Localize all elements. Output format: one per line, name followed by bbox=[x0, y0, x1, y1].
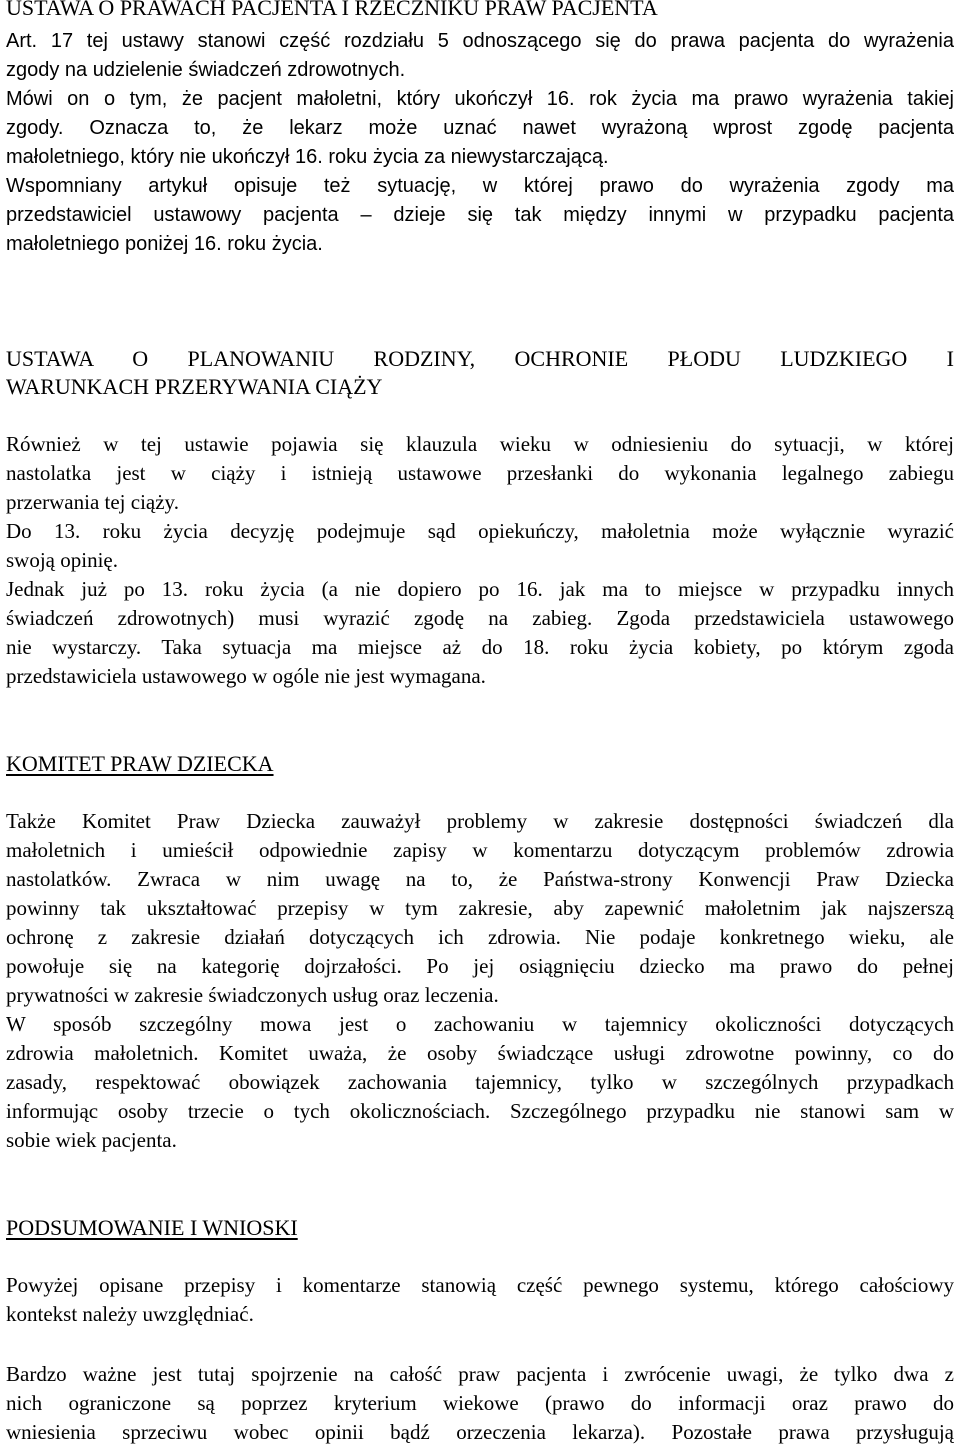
text-line: Bardzo ważne jest tutaj spojrzenie na całość praw pacjenta i zwrócenie uwagi, że tylko dwa z bbox=[6, 1362, 954, 1386]
text-line: zgody na udzielenie świadczeń zdrowotnych. bbox=[6, 59, 406, 81]
text-line: nich ograniczone są poprzez kryterium wiekowe (prawo do informacji oraz prawo do bbox=[6, 1391, 954, 1415]
text-line: małoletnich i umieścił odpowiednie zapisy w komentarzu dotyczącym problemów zdrowia bbox=[6, 838, 954, 862]
text-line: nastolatków. Zwraca w nim uwagę na to, że Państwa-strony Konwencji Praw Dziecka bbox=[6, 867, 954, 891]
text-line: prywatności w zakresie świadczonych usług oraz leczenia. bbox=[6, 983, 499, 1007]
text-line: Także Komitet Praw Dziecka zauważył problemy w zakresie dostępności świadczeń dla bbox=[6, 809, 954, 833]
text-line: świadczeń zdrowotnych) musi wyrazić zgodę na zabieg. Zgoda przedstawiciela ustawowego bbox=[6, 606, 954, 630]
text-line: W sposób szczególny mowa jest o zachowaniu w tajemnicy okoliczności dotyczących bbox=[6, 1012, 954, 1036]
heading-line: WARUNKACH PRZERYWANIA CIĄŻY bbox=[6, 374, 383, 399]
text-line: Do 13. roku życia decyzję podejmuje sąd opiekuńczy, małoletnia może wyłącznie wyrazić bbox=[6, 519, 954, 543]
text-line: przerwania tej ciąży. bbox=[6, 490, 179, 514]
text-line: Art. 17 tej ustawy stanowi część rozdziału 5 odnoszącego się do prawa pacjenta do wyrażenia bbox=[6, 30, 954, 52]
paragraph-komitet bbox=[6, 807, 954, 1155]
heading-ustawa-o-planowaniu-rodziny bbox=[6, 345, 954, 401]
heading-komitet-praw-dziecka: KOMITET PRAW DZIECKA bbox=[6, 751, 274, 776]
heading-ustawa-o-prawach-pacjenta: USTAWA O PRAWACH PACJENTA I RZECZNIKU PRAW PACJENTA bbox=[6, 0, 658, 20]
text-line: zdrowia małoletnich. Komitet uważa, że osoby świadczące usługi zdrowotne powinny, co do bbox=[6, 1041, 954, 1065]
text-line: powołuje się na kategorię dojrzałości. Po jej osiągnięciu dziecko ma prawo do pełnej bbox=[6, 954, 954, 978]
paragraph-art-17 bbox=[6, 27, 954, 259]
text-line: ochronę z zakresie działań dotyczących ich zdrowia. Nie podaje konkretnego wieku, ale bbox=[6, 925, 954, 949]
text-line: powinny tak ukształtować przepisy w tym zakresie, aby zapewnić małoletnim jak najszerszą bbox=[6, 896, 954, 920]
paragraph-bardzo-wazne bbox=[6, 1360, 954, 1447]
text-line: małoletniego poniżej 16. roku życia. bbox=[6, 233, 323, 255]
text-line: zgody. Oznacza to, że lekarz może uznać nawet wyrażoną wprost zgodę pacjenta bbox=[6, 117, 954, 139]
text-line: Powyżej opisane przepisy i komentarze stanowią część pewnego systemu, którego całościowy bbox=[6, 1273, 954, 1297]
text-line: nastolatka jest w ciąży i istnieją ustawowe przesłanki do wykonania legalnego zabiegu bbox=[6, 461, 954, 485]
text-line: informując osoby trzecie o tych okolicznościach. Szczególnego przypadku nie stanowi sam w bbox=[6, 1099, 954, 1123]
heading-line: USTAWA O PLANOWANIU RODZINY, OCHRONIE PŁODU LUDZKIEGO I bbox=[6, 346, 954, 371]
paragraph-klauzula-wieku bbox=[6, 430, 954, 691]
text-line: swoją opinię. bbox=[6, 548, 118, 572]
text-line: przedstawiciel ustawowy pacjenta – dzieje się tak między innymi w przypadku pacjenta bbox=[6, 204, 954, 226]
text-line: nie wystarczy. Taka sytuacja ma miejsce aż do 18. roku życia kobiety, po którym zgoda bbox=[6, 635, 954, 659]
text-line: Jednak już po 13. roku życia (a nie dopiero po 16. jak ma to miejsce w przypadku innych bbox=[6, 577, 954, 601]
text-line: przedstawiciela ustawowego w ogóle nie jest wymagana. bbox=[6, 664, 486, 688]
text-line: Wspomniany artykuł opisuje też sytuację, w której prawo do wyrażenia zgody ma bbox=[6, 175, 954, 197]
text-line: zasady, respektować obowiązek zachowania tajemnicy, tylko w szczególnych przypadkach bbox=[6, 1070, 954, 1094]
text-line: sobie wiek pacjenta. bbox=[6, 1128, 177, 1152]
text-line: Mówi on o tym, że pacjent małoletni, który ukończył 16. rok życia ma prawo wyrażenia takiej bbox=[6, 88, 954, 110]
heading-podsumowanie-i-wnioski: PODSUMOWANIE I WNIOSKI bbox=[6, 1215, 298, 1240]
paragraph-podsumowanie bbox=[6, 1271, 954, 1329]
text-line: Również w tej ustawie pojawia się klauzula wieku w odniesieniu do sytuacji, w której bbox=[6, 432, 954, 456]
text-line: wniesienia sprzeciwu wobec opinii bądź orzeczenia lekarza). Pozostałe prawa przysługują bbox=[6, 1420, 954, 1444]
text-line: kontekst należy uwzględniać. bbox=[6, 1302, 254, 1326]
text-line: małoletniego, który nie ukończył 16. roku życia za niewystarczającą. bbox=[6, 146, 609, 168]
